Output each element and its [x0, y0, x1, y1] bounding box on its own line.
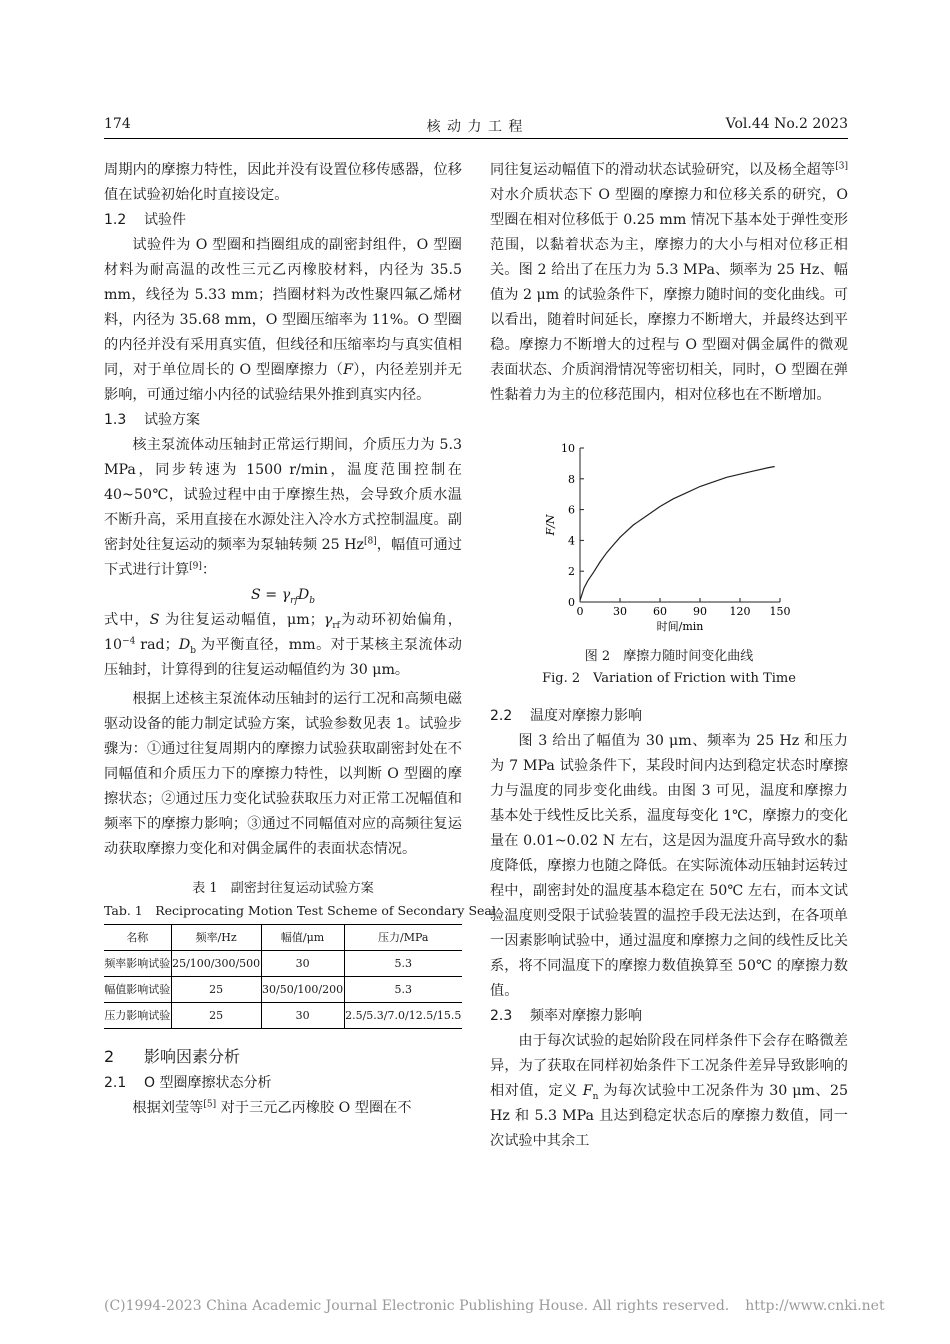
section-title: O 型圈摩擦状态分析: [144, 1075, 272, 1091]
figure-caption-en: Fig. 2 Variation of Friction with Time: [542, 671, 796, 686]
table-caption-en: Tab. 1 Reciprocating Motion Test Scheme of Secondary Seal: [104, 903, 496, 918]
paragraph-temperature: 图 3 给出了幅值为 30 μm、频率为 25 Hz 和压力为 7 MPa 试验条件下，某段时间内达到稳定状态时摩擦力与温度的同步变化曲线。由图 3 可见，温度和摩擦力基本处于线性反比关系，温度每变化 1℃，摩擦力的变化量在 0.01~0.02 N 左右，这是因为温度升高导致水的黏度降低，摩擦力也随之降低。在实际流体动压轴封运转过程中，副密封处的温度基本稳定在 50℃ 左右，而本文试验温度则受限于试验装置的温控手段无法达到，在各项单一因素影响试验中，通过温度和摩擦力之间的线性反比关系，将不同温度下的摩擦力数值换算至 50℃ 的摩擦力数值。: [490, 733, 848, 999]
y-tick-label: 4: [568, 534, 575, 548]
table-header-row: [104, 925, 462, 951]
table-cell: 5.3: [344, 951, 462, 977]
section-number: 1.2: [104, 212, 127, 228]
table-header-cell: 频率/Hz: [171, 925, 261, 951]
y-tick-label: 0: [568, 596, 575, 609]
x-tick-label: 120: [729, 605, 751, 618]
table-header-cell: 名称: [126, 931, 149, 944]
paragraph-frequency: 由于每次试验的起始阶段在同样条件下会存在略微差异，为了获取在同样初始条件下工况条件差异导致影响的相对值，定义 $F_n$ 为每次试验中工况条件为 30 μm、25 Hz 和 5.3 MPa 且达到稳定状态后的摩擦力数值，同一次试验中其余工: [490, 1033, 849, 1149]
section-2-heading: [104, 1043, 462, 1071]
journal-title: 核 动 力 工 程: [426, 119, 524, 135]
copyright-text: (C)1994-2023 China Academic Journal Electronic Publishing House. All rights reserved.: [104, 1298, 730, 1314]
section-number: 2.3: [490, 1008, 513, 1024]
section-title: 试验件: [144, 212, 186, 228]
section-number: 2.2: [490, 708, 513, 724]
formula: $S = \gamma_{rf}D_b$: [251, 587, 315, 606]
citation: [8]: [364, 536, 377, 547]
section-title: 频率对摩擦力影响: [530, 1008, 642, 1024]
table-cell: 压力影响试验: [104, 1009, 171, 1022]
paragraph-test-steps: 根据上述核主泵流体动压轴封的运行工况和高频电磁驱动设备的能力制定试验方案，试验参数见表 1。试验步骤为：①通过往复周期内的摩擦力试验获取副密封处在不同幅值和介质压力下的摩擦力特性，以判断 O 型圈的摩擦状态；②通过压力变化试验获取压力对正常工况幅值和频率下的摩擦力影响；③通过不同幅值对应的高频往复运动获取摩擦力变化和对偶金属件的表面状态情况。: [104, 691, 462, 857]
table-cell: 5.3: [344, 977, 462, 1003]
x-tick-label: 0: [576, 605, 584, 618]
test-scheme-table: [104, 924, 462, 1029]
table-cell: 30/50/100/200: [261, 977, 344, 1003]
section-title: 试验方案: [144, 412, 200, 428]
y-tick-label: 8: [568, 472, 575, 486]
table-cell: 2.5/5.3/7.0/12.5/15.5: [344, 1003, 462, 1029]
citation: [3]: [835, 161, 848, 172]
chart-axes: [580, 448, 780, 602]
paragraph-formula-where: 式中，S 为往复运动幅值，μm；$\gamma_{rf}$为动环初始偏角，$10^{-4}$ rad；$D_b$ 为平衡直径，mm。对于某核主泵流体动压轴封，计算得到的往复运动幅值约为 30 μm。: [104, 612, 462, 678]
figure-caption-cn: 图 2 摩擦力随时间变化曲线: [584, 649, 754, 664]
section-1-3-heading: [104, 408, 462, 433]
figure-2: [490, 422, 848, 672]
section-number: 2: [104, 1047, 115, 1066]
table-cell: 30: [261, 1003, 344, 1029]
paragraph-intro: 周期内的摩擦力特性，因此并没有设置位移传感器，位移值在试验初始化时直接设定。: [104, 162, 462, 203]
volume-issue: Vol.44 No.2 2023: [725, 116, 848, 132]
x-axis-label: 时间/min: [656, 620, 704, 633]
section-title: 温度对摩擦力影响: [530, 708, 642, 724]
x-tick-label: 150: [769, 605, 791, 618]
x-tick-label: 30: [613, 605, 627, 618]
friction-time-chart: [490, 422, 848, 642]
table-cell: 25/100/300/500: [171, 951, 261, 977]
copyright-footer: [104, 1298, 885, 1314]
left-column: [104, 158, 496, 1121]
right-column: [490, 158, 848, 1154]
series-line-friction: [580, 467, 775, 601]
section-number: 1.3: [104, 412, 127, 428]
header-rule: [104, 138, 848, 139]
x-tick-label: 90: [693, 605, 707, 618]
y-tick-label: 10: [561, 442, 575, 455]
table-caption-cn: 表 1 副密封往复运动试验方案: [192, 881, 374, 896]
citation: [5]: [203, 1099, 217, 1110]
table-cell: 幅值影响试验: [104, 983, 171, 996]
section-2-3-heading: [490, 1004, 848, 1029]
table-cell: 25: [171, 977, 261, 1003]
x-tick-label: 60: [653, 605, 667, 618]
section-1-2-heading: [104, 208, 462, 233]
y-tick-label: 2: [568, 565, 575, 579]
paragraph-sliding-state: 同往复运动幅值下的滑动状态试验研究，以及杨全超等[3] 对水介质状态下 O 型圈的摩擦力和位移关系的研究，O 型圈在相对位移低于 0.25 mm 情况下基本处于弹性变形范围，以黏着状态为主，摩擦力的大小与相对位移正相关。图 2 给出了在压力为 5.3 MPa、频率为 25 Hz、幅值为 2 μm 的试验条件下，摩擦力随时间的变化曲线。可以看出，随着时间延长，摩擦力不断增大，并最终达到平稳。摩擦力不断增大的过程与 O 型圈对偶金属件的微观表面状态、介质润滑情况等密切相关，同时，O 型圈在弹性黏着力为主的位移范围内，相对位移也在不断增加。: [490, 161, 848, 403]
table-header-cell: 幅值/μm: [261, 925, 344, 951]
table-header-cell: 压力/MPa: [344, 925, 462, 951]
section-title: 影响因素分析: [144, 1047, 241, 1066]
citation: [9]: [189, 561, 202, 572]
page-number: 174: [104, 116, 131, 132]
section-2-2-heading: [490, 704, 848, 729]
section-number: 2.1: [104, 1075, 127, 1091]
table-cell: 25: [171, 1003, 261, 1029]
table-cell: 频率影响试验: [104, 957, 171, 970]
table-cell: 30: [261, 951, 344, 977]
paragraph-test-piece: 试验件为 O 型圈和挡圈组成的副密封组件，O 型圈材料为耐高温的改性三元乙丙橡胶材料，内径为 35.5 mm，线径为 5.33 mm；挡圈材料为改性聚四氟乙烯材料，内径为 35.68 mm，O 型圈压缩率为 11%。O 型圈的内径并没有采用真实值，但线径和压缩率均与真实值相同，对于单位周长的 O 型圈摩擦力（F），内径差别并无影响，可通过缩小内径的试验结果外推到真实内径。: [104, 237, 462, 403]
paragraph-o-ring-state: 根据刘莹等[5] 对于三元乙丙橡胶 O 型圈在不: [132, 1099, 412, 1116]
y-axis-label: F/N: [544, 514, 557, 536]
table-row: [104, 1003, 462, 1029]
cnki-url: http://www.cnki.net: [745, 1298, 885, 1314]
section-2-1-heading: [104, 1071, 462, 1096]
paragraph-test-plan: 核主泵流体动压轴封正常运行期间，介质压力为 5.3 MPa，同步转速为 1500 r/min，温度范围控制在 40~50℃，试验过程中由于摩擦生热，会导致介质水温不断升高，采用直接在水源处注入冷水方式控制温度。副密封处往复运动的频率为泵轴转频 25 Hz[8]，幅值可通过下式进行计算[9]：: [104, 437, 462, 578]
table-row: [104, 977, 462, 1003]
y-tick-label: 6: [568, 503, 575, 517]
chart-ticks: [561, 442, 791, 618]
table-row: [104, 951, 462, 977]
